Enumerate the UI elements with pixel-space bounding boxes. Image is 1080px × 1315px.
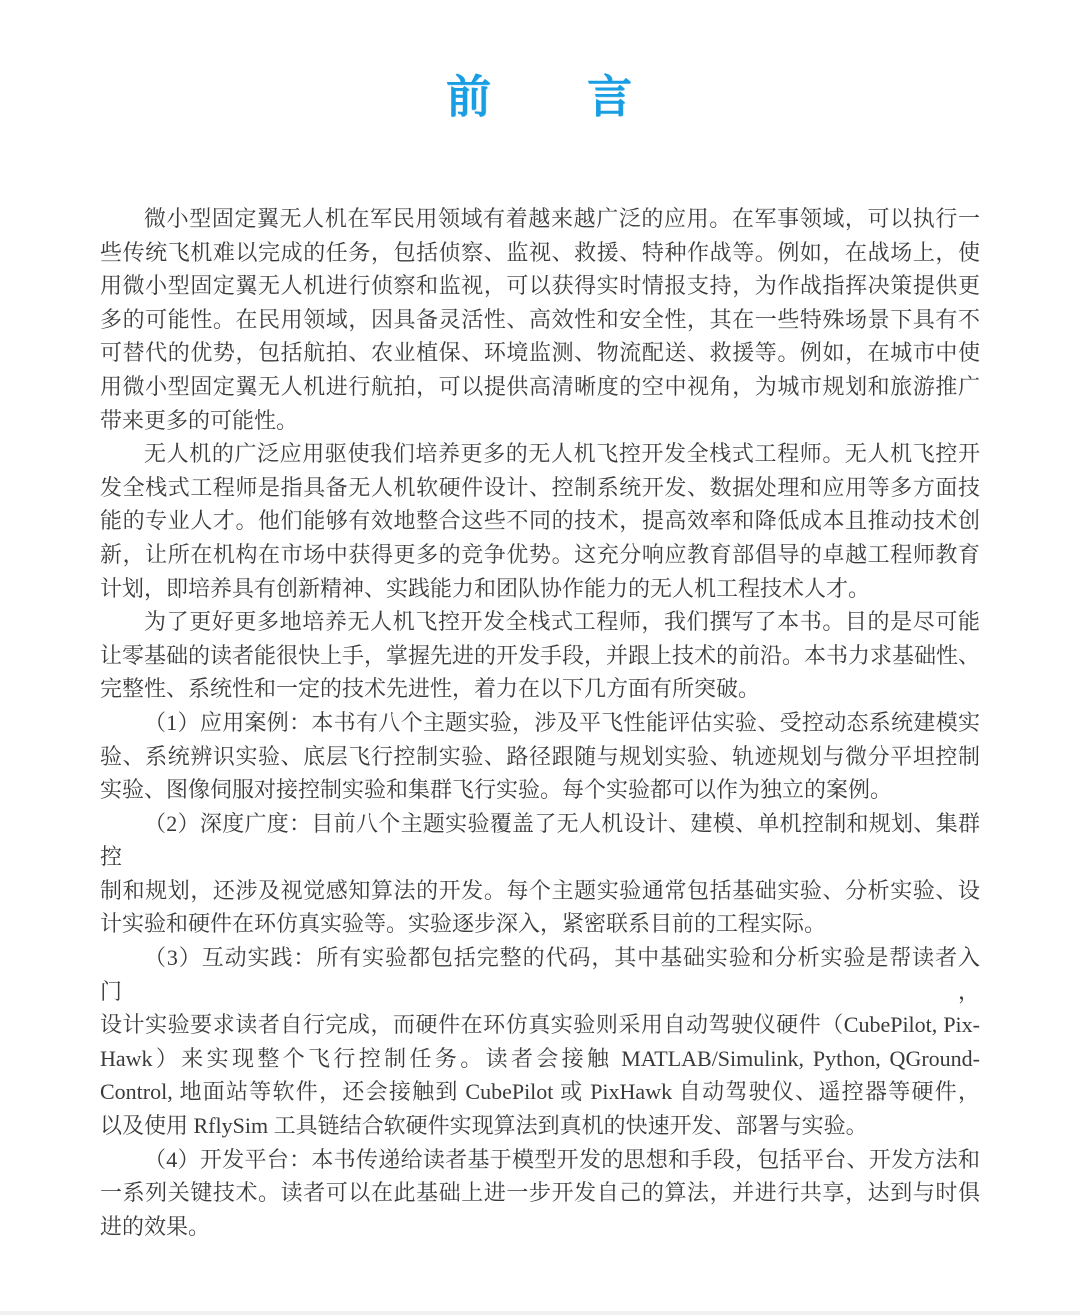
text-line: 可替代的优势，包括航拍、农业植保、环境监测、物流配送、救援等。例如，在城市中使	[100, 340, 980, 366]
text-line: Hawk）来实现整个飞行控制任务。读者会接触 MATLAB/Simulink, Python, QGround-	[100, 1045, 980, 1071]
text-line: 一系列关键技术。读者可以在此基础上进一步开发自己的算法，并进行共享，达到与时俱	[100, 1180, 980, 1206]
text-line: 为了更好更多地培养无人机飞控开发全栈式工程师，我们撰写了本书。目的是尽可能	[144, 609, 980, 635]
text-line: 让零基础的读者能很快上手，掌握先进的开发手段，并跟上技术的前沿。本书力求基础性、	[100, 642, 981, 668]
text-line: 验、系统辨识实验、底层飞行控制实验、路径跟随与规划实验、轨迹规划与微分平坦控制	[100, 743, 980, 769]
text-line: （2）深度广度：目前八个主题实验覆盖了无人机设计、建模、单机控制和规划、集群控	[100, 810, 980, 870]
preface-body	[100, 202, 980, 1243]
page-title: 前 言	[445, 72, 634, 122]
text-line: （4）开发平台：本书传递给读者基于模型开发的思想和手段，包括平台、开发方法和	[144, 1146, 980, 1172]
text-line: 以及使用 RflySim 工具链结合软硬件实现算法到真机的快速开发、部署与实验。	[100, 1113, 868, 1139]
text-line: 能的专业人才。他们能够有效地整合这些不同的技术，提高效率和降低成本且推动技术创	[100, 508, 980, 534]
text-line: 些传统飞机难以完成的任务，包括侦察、监视、救援、特种作战等。例如，在战场上，使	[100, 239, 980, 265]
text-line: 微小型固定翼无人机在军民用领域有着越来越广泛的应用。在军事领域，可以执行一	[144, 206, 980, 231]
text-line: Control, 地面站等软件，还会接触到 CubePilot 或 PixHawk 自动驾驶仪、遥控器等硬件，	[100, 1079, 981, 1105]
text-line: 制和规划，还涉及视觉感知算法的开发。每个主题实验通常包括基础实验、分析实验、设	[100, 877, 980, 903]
text-line: 无人机的广泛应用驱使我们培养更多的无人机飞控开发全栈式工程师。无人机飞控开	[144, 441, 980, 467]
text-line: 新，让所在机构在市场中获得更多的竞争优势。这充分响应教育部倡导的卓越工程师教育	[100, 541, 980, 567]
text-line: 发全栈式工程师是指具备无人机软硬件设计、控制系统开发、数据处理和应用等多方面技	[100, 474, 980, 500]
text-line: 计划，即培养具有创新精神、实践能力和团队协作能力的无人机工程技术人才。	[100, 575, 871, 601]
text-line: 用微小型固定翼无人机进行航拍，可以提供高清晰度的空中视角，为城市规划和旅游推广	[100, 373, 980, 399]
text-line: 用微小型固定翼无人机进行侦察和监视，可以获得实时情报支持，为作战指挥决策提供更	[100, 273, 980, 299]
text-line: 计实验和硬件在环仿真实验等。实验逐步深入，紧密联系目前的工程实际。	[100, 911, 827, 937]
text-line: 多的可能性。在民用领域，因具备灵活性、高效性和安全性，其在一些特殊场景下具有不	[100, 306, 980, 332]
text-line: 设计实验要求读者自行完成，而硬件在环仿真实验则采用自动驾驶仪硬件（CubePilot, Pix-	[100, 1012, 980, 1038]
text-line: 带来更多的可能性。	[100, 407, 299, 433]
text-line: （1）应用案例：本书有八个主题实验，涉及平飞性能评估实验、受控动态系统建模实	[144, 709, 980, 735]
text-line: 实验、图像伺服对接控制实验和集群飞行实验。每个实验都可以作为独立的案例。	[100, 777, 893, 803]
text-line: （3）互动实践：所有实验都包括完整的代码，其中基础实验和分析实验是帮读者入门，	[100, 945, 980, 1004]
text-line: 进的效果。	[100, 1213, 211, 1239]
text-line: 完整性、系统性和一定的技术先进性，着力在以下几方面有所突破。	[100, 676, 761, 702]
page-bottom-edge	[0, 1311, 1080, 1315]
